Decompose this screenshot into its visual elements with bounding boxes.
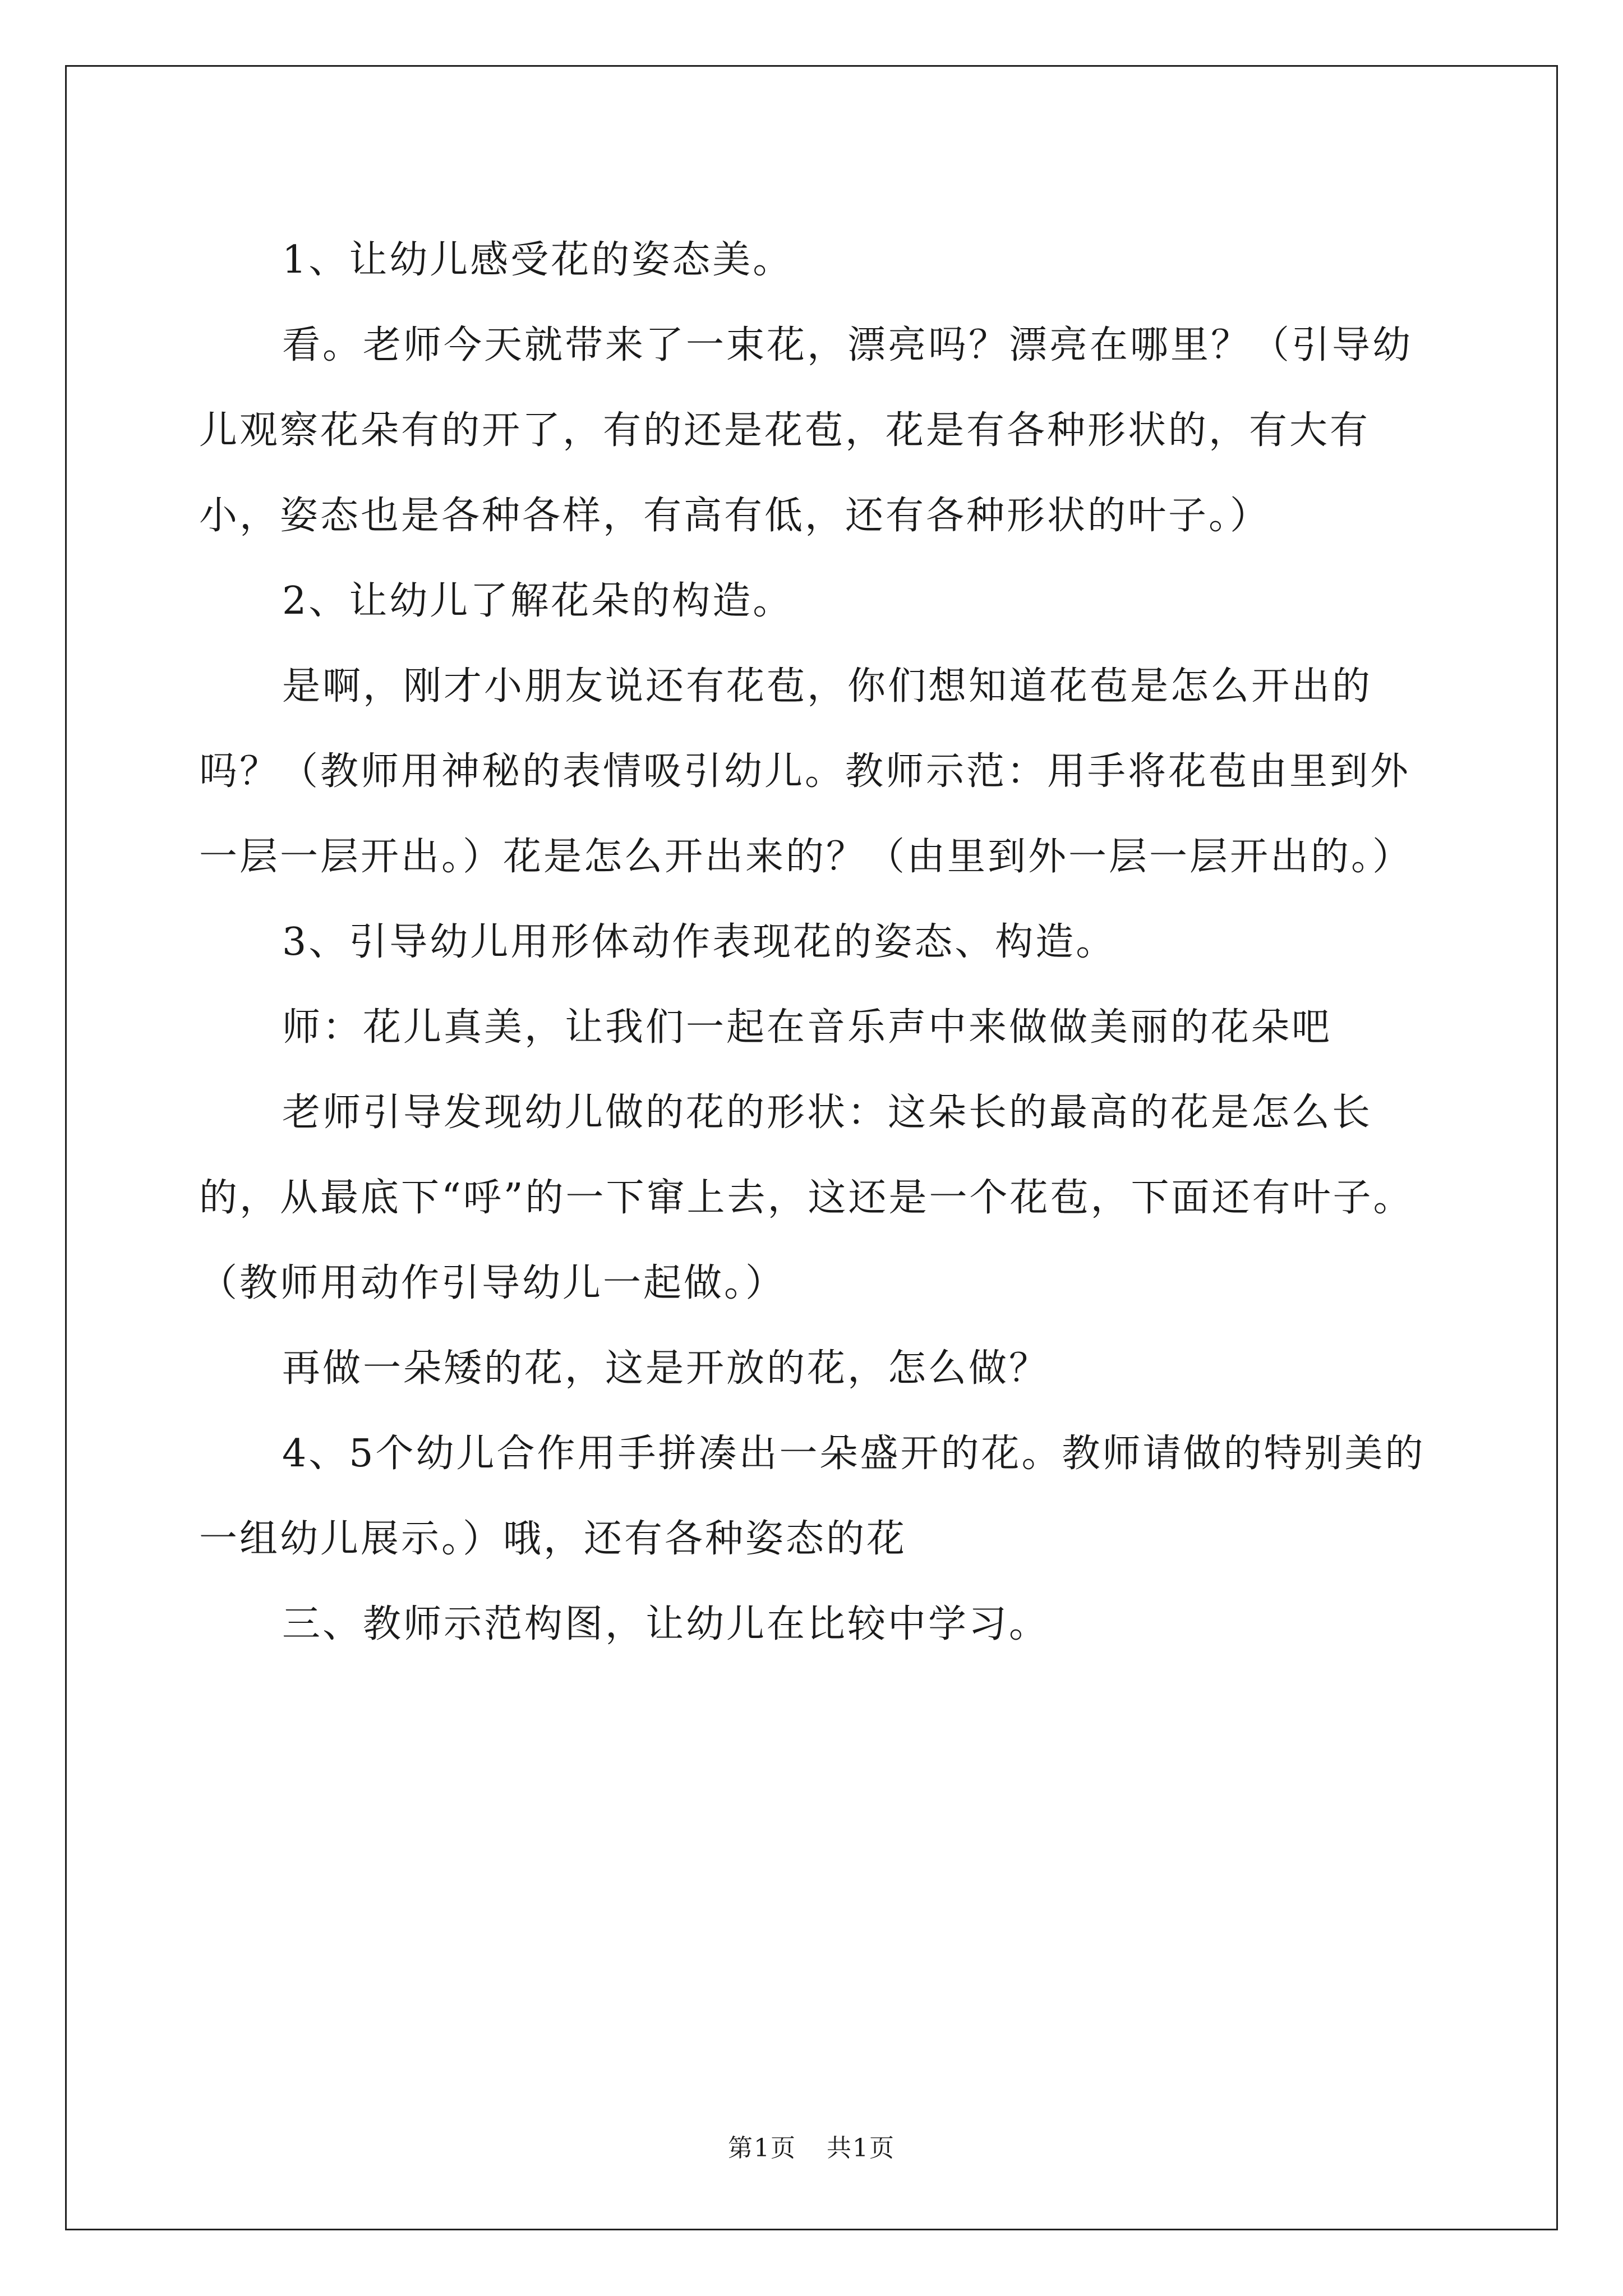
paragraph: 看。老师今天就带来了一束花，漂亮吗？漂亮在哪里？（引导幼儿观察花朵有的开了，有的还是花苞，花是有各种形状的，有大有小，姿态也是各种各样，有高有低，还有各种形状的叶子。） (199, 323, 1413, 538)
paragraph: 1、让幼儿感受花的姿态美。 (282, 238, 794, 282)
paragraph: 4、5个幼儿合作用手拼凑出一朵盛开的花。教师请做的特别美的一组幼儿展示。）哦，还有各种姿态的花 (199, 1432, 1426, 1561)
paragraph: 三、教师示范构图，让幼儿在比较中学习。 (282, 1602, 1050, 1646)
document-body (199, 218, 1433, 1667)
paragraph: 2、让幼儿了解花朵的构造。 (282, 579, 794, 623)
paragraph: 是啊，刚才小朋友说还有花苞，你们想知道花苞是怎么开出的吗？（教师用神秘的表情吸引幼儿。教师示范：用手将花苞由里到外一层一层开出。）花是怎么开出来的？（由里到外一层一层开出的。） (199, 664, 1413, 879)
paragraph: 老师引导发现幼儿做的花的形状：这朵长的最高的花是怎么长的，从最底下“呼”的一下窜上去，这还是一个花苞，下面还有叶子。（教师用动作引导幼儿一起做。） (199, 1091, 1414, 1305)
page-number-current: 第1页 (728, 2134, 796, 2162)
paragraph: 3、引导幼儿用形体动作表现花的姿态、构造。 (282, 920, 1117, 964)
paragraph: 师：花儿真美，让我们一起在音乐声中来做做美丽的花朵吧 (282, 1005, 1332, 1050)
paragraph: 再做一朵矮的花，这是开放的花，怎么做？ (282, 1346, 1050, 1391)
page-number-total: 共1页 (827, 2134, 895, 2162)
page-footer (0, 2132, 1623, 2165)
